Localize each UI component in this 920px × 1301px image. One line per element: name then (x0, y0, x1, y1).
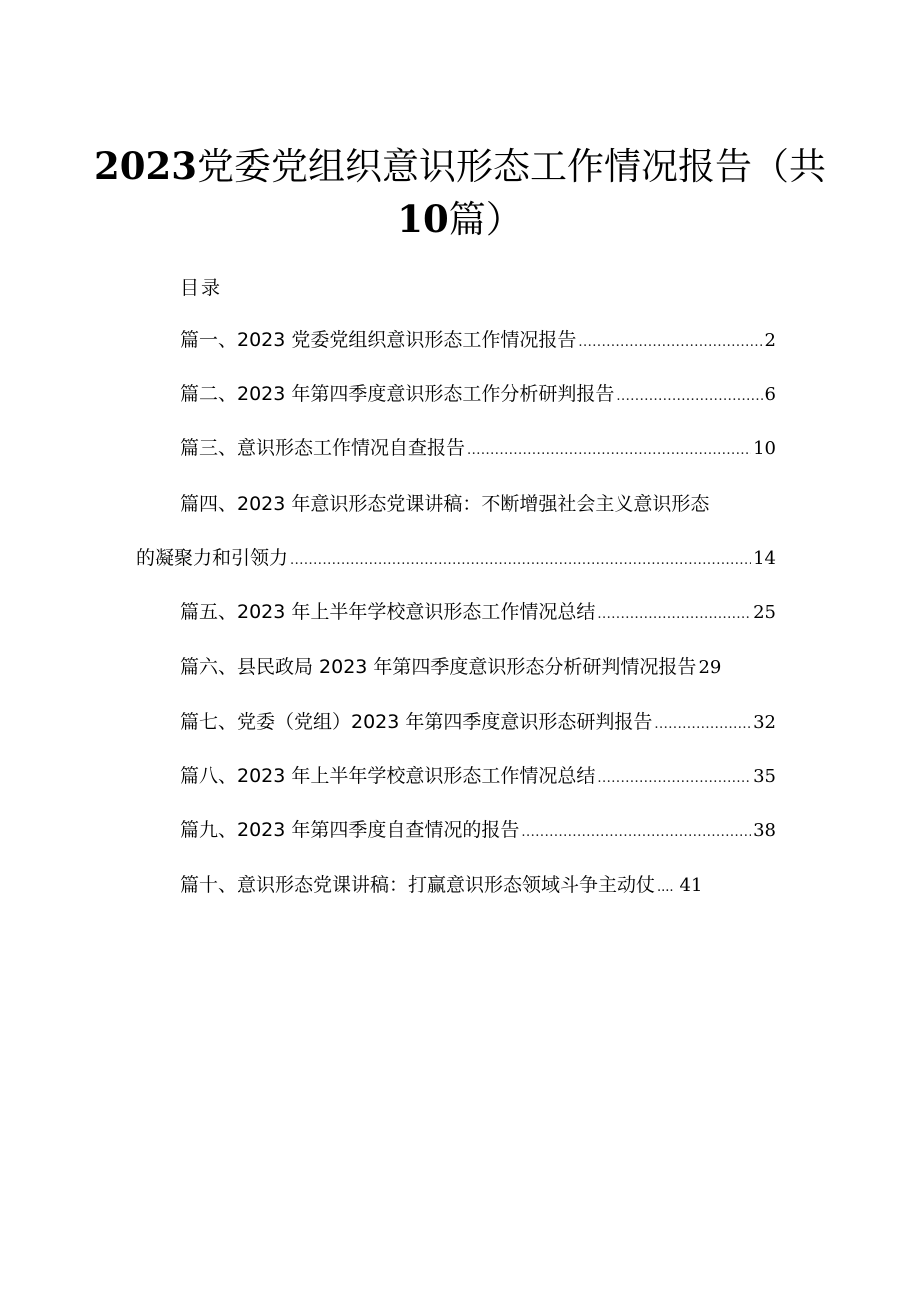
toc-leader (521, 818, 751, 848)
toc-entry-10[interactable] (180, 870, 702, 900)
toc-leader (467, 436, 751, 466)
toc-page-number: 32 (753, 712, 776, 733)
title-suffix: 篇） (448, 198, 523, 241)
toc-entry-label: 篇四、2023 年意识形态党课讲稿：不断增强社会主义意识形态 (180, 493, 710, 515)
toc-entry-label: 篇九、2023 年第四季度自查情况的报告 (180, 819, 520, 841)
title-year: 2023 (94, 144, 197, 188)
toc-leader (597, 600, 751, 630)
toc-leader (654, 710, 751, 740)
toc-heading: 目录 (180, 277, 223, 299)
toc-entry-4[interactable] (180, 489, 776, 519)
toc-entry-2[interactable] (180, 379, 776, 409)
toc-leader (578, 328, 762, 358)
toc-entry-label: 篇八、2023 年上半年学校意识形态工作情况总结 (180, 765, 596, 787)
toc-entry-5[interactable] (180, 597, 776, 627)
toc-entry-label: 篇二、2023 年第四季度意识形态工作分析研判报告 (180, 383, 615, 405)
toc-leader: .... (657, 880, 674, 895)
toc-entry-label-continuation: 的凝聚力和引领力 (136, 547, 289, 569)
title-count: 10 (397, 197, 449, 241)
toc-leader (290, 546, 751, 576)
toc-entry-label: 篇六、县民政局 2023 年第四季度意识形态分析研判情况报告 (180, 656, 697, 678)
toc-page-number: 38 (753, 820, 776, 841)
toc-entry-label: 篇十、意识形态党课讲稿：打赢意识形态领域斗争主动仗 (180, 874, 656, 896)
toc-entry-8[interactable] (180, 761, 776, 791)
toc-page-number: 6 (764, 384, 776, 405)
toc-entry-label: 篇七、党委（党组）2023 年第四季度意识形态研判报告 (180, 711, 653, 733)
toc-leader (597, 764, 751, 794)
toc-page-number: 41 (679, 875, 703, 896)
toc-page-number: 10 (753, 438, 776, 459)
title-line-2 (0, 193, 920, 246)
toc-page-number: 14 (753, 548, 776, 569)
toc-entry-label: 篇五、2023 年上半年学校意识形态工作情况总结 (180, 601, 596, 623)
toc-entry-label: 篇一、2023 党委党组织意识形态工作情况报告 (180, 329, 577, 351)
toc-entry-3[interactable] (180, 433, 776, 463)
title-line-1 (0, 140, 920, 193)
toc-entry-label: 篇三、意识形态工作情况自查报告 (180, 437, 466, 459)
toc-page-number: 25 (753, 602, 776, 623)
toc-leader (616, 382, 762, 412)
toc-page-number: 35 (753, 766, 776, 787)
title-text: 党委党组织意识形态工作情况报告（共 (196, 145, 826, 188)
toc-entry-1[interactable] (180, 325, 776, 355)
document-title (0, 140, 920, 246)
toc-page-number: 2 (764, 330, 776, 351)
toc-entry-7[interactable] (180, 707, 776, 737)
toc-entry-4-continuation[interactable] (136, 543, 776, 573)
toc-entry-9[interactable] (180, 815, 776, 845)
toc-page-number: 29 (698, 657, 722, 678)
toc-entry-6[interactable] (180, 652, 721, 682)
